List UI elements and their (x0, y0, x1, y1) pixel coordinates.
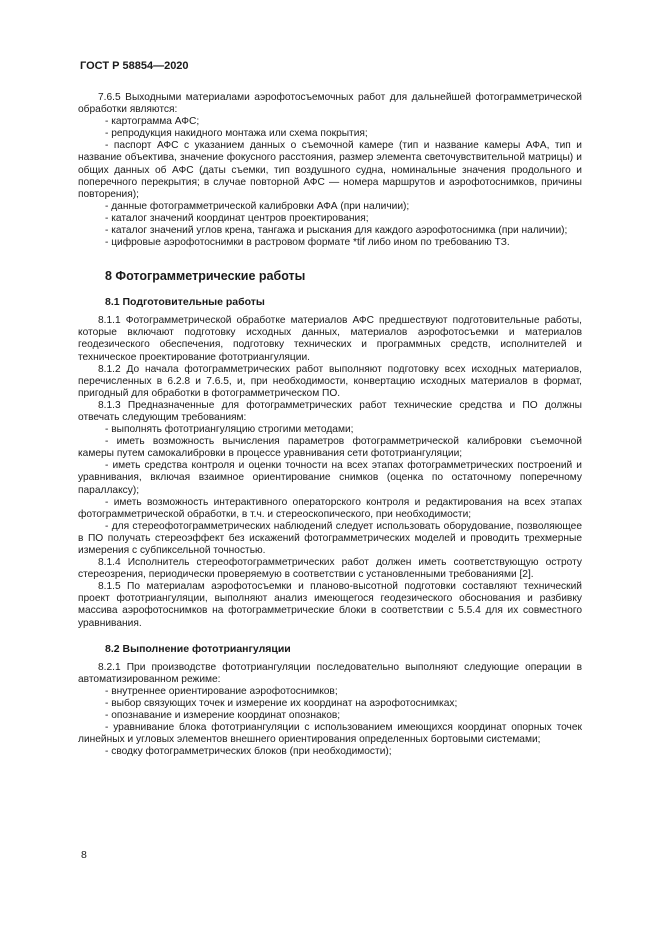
list-item: - опознавание и измерение координат опознаков; (105, 710, 341, 722)
list-item: - паспорт АФС с указанием данных о съемочной камере (тип и название камеры АФА, тип и название объектива, значение фокусного расстояния, размер элемента светочувствительной матрицы) и общих данных об АФС (даты съемки, тип воздушного судна, номинальные значения продольного и поперечного перекрытия; в случае повторной АФС — номера маршрутов и аэрофотоснимков, причины повторения); (78, 140, 582, 200)
list-item: - для стереофотограмметрических наблюдений следует использовать оборудование, позволяющее в ПО получать стереоэффект без искажений фотограмметрических моделей и проводить трехмерные измерения с субпиксельной точностью. (78, 520, 582, 556)
paragraph-8-2-1: 8.2.1 При производстве фототриангуляции последовательно выполняют следующие операции в автоматизированном режиме: (78, 661, 582, 685)
list-item: - иметь возможность интерактивного операторского контроля и редактирования на всех этапах фотограмметрической обработки, в т.ч. и стереоскопического, при необходимости; (78, 496, 582, 520)
paragraph-8-1-1: 8.1.1 Фотограмметрической обработке материалов АФС предшествуют подготовительные работы, которые включают подготовку исходных данных, материалов аэрофотосъемки и материалов геодезического обеспечения, подготовку технических и программных средств, исполнителей и техническое проектирование фототриангуляции. (78, 315, 582, 363)
list-item: - выбор связующих точек и измерение их координат на аэрофотоснимках; (105, 697, 458, 709)
list-item: - иметь средства контроля и оценки точности на всех этапах фотограмметрических построений и уравнивания, включая взаимное ориентирование снимков (оценка по остаточному поперечному параллаксу); (78, 460, 582, 496)
list-item: - данные фотограмметрической калибровки АФА (при наличии); (105, 200, 410, 212)
list-item: - картограмма АФС; (105, 116, 200, 128)
list-item: - цифровые аэрофотоснимки в растровом формате *tif либо ином по требованию ТЗ. (105, 237, 510, 249)
page-content (78, 92, 582, 758)
list-item: - выполнять фототриангуляцию строгими методами; (105, 424, 354, 436)
section-8-heading: 8 Фотограмметрические работы (105, 269, 306, 284)
paragraph-8-1-3: 8.1.3 Предназначенные для фотограмметрических работ технические средства и ПО должны отвечать следующим требованиям: (78, 399, 582, 423)
list-item: - каталог значений углов крена, тангажа и рыскания для каждого аэрофотоснимка (при наличии); (105, 225, 568, 237)
list-item: - иметь возможность вычисления параметров фотограмметрической калибровки съемочной камеры путем самокалибровки в процессе уравнивания сети фототриангуляции; (78, 436, 582, 460)
paragraph-8-1-5: 8.1.5 По материалам аэрофотосъемки и планово-высотной подготовки составляют технический проект фототриангуляции, выполняют анализ имеющегося геодезического обоснования и разбивку массива аэрофотоснимков на фотограмметрические блоки в соответствии с 5.5.4 для их совместного уравнивания. (78, 581, 582, 629)
subsection-8-1-heading: 8.1 Подготовительные работы (105, 296, 265, 309)
paragraph-8-1-4: 8.1.4 Исполнитель стереофотограмметрических работ должен иметь соответствующую остроту стереозрения, периодически проверяемую в соответствии с установленными требованиями [2]. (78, 557, 582, 581)
paragraph-8-1-2: 8.1.2 До начала фотограмметрических работ выполняют подготовку всех исходных материалов, перечисленных в 6.2.8 и 7.6.5, и, при необходимости, конвертацию исходных материалов в формат, пригодный для обработки в фотограмметрическом ПО. (78, 363, 582, 399)
paragraph-7-6-5: 7.6.5 Выходными материалами аэрофотосъемочных работ для дальнейшей фотограмметрической обработки являются: (78, 92, 582, 116)
subsection-8-2-heading: 8.2 Выполнение фототриангуляции (105, 642, 291, 655)
list-item: - уравнивание блока фототриангуляции с использованием имеющихся координат опорных точек линейных и угловых элементов внешнего ориентирования определенных бортовыми системами; (78, 722, 582, 746)
list-item: - репродукция накидного монтажа или схема покрытия; (105, 128, 368, 140)
page-number: 8 (81, 849, 87, 861)
list-item: - сводку фотограмметрических блоков (при необходимости); (105, 746, 392, 758)
list-item: - каталог значений координат центров проектирования; (105, 212, 369, 224)
standard-header: ГОСТ Р 58854—2020 (80, 60, 189, 72)
list-item: - внутреннее ориентирование аэрофотоснимков; (105, 685, 338, 697)
